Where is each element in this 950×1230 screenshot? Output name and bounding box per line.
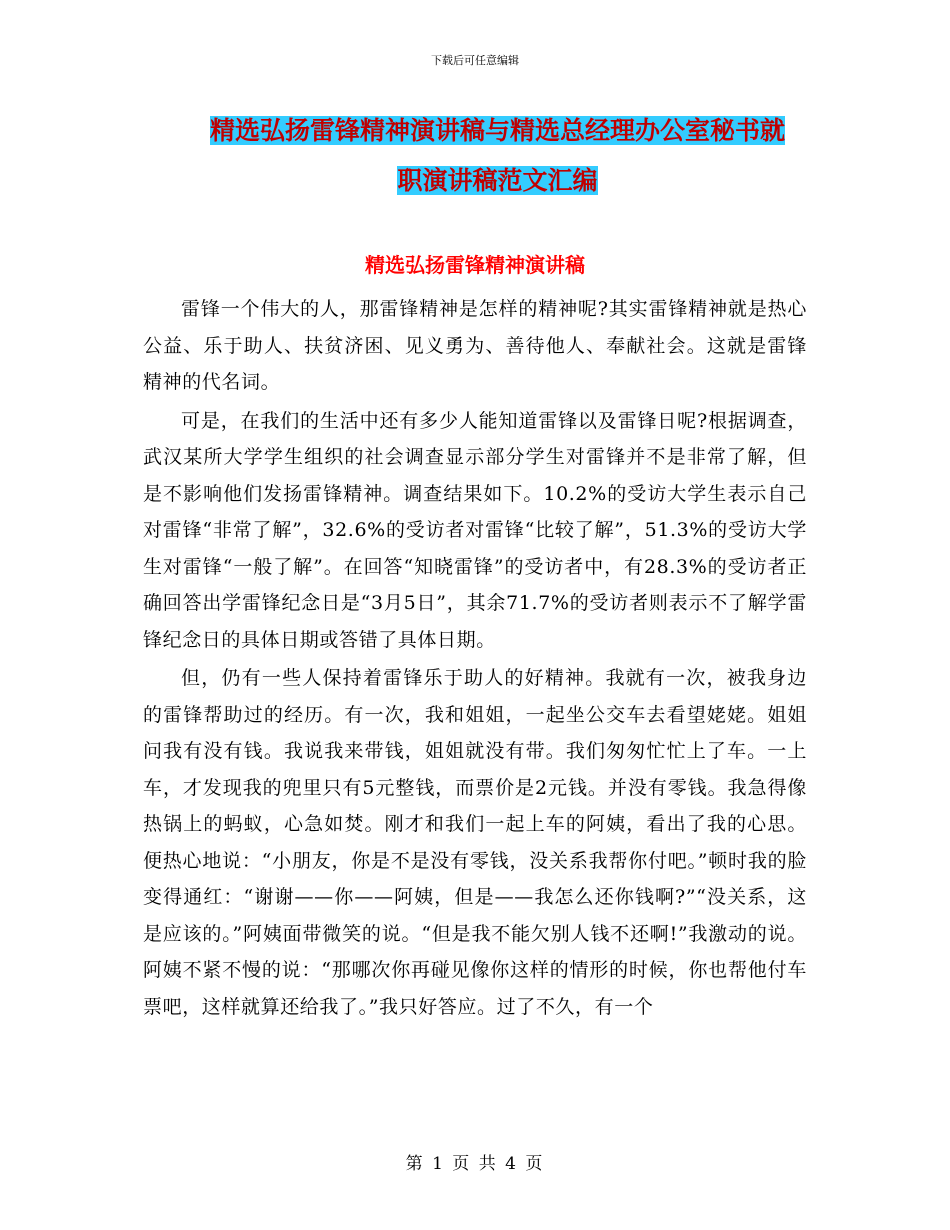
- section-title: 精选弘扬雷锋精神演讲稿: [365, 253, 585, 277]
- body-paragraph: 雷锋一个伟大的人，那雷锋精神是怎样的精神呢?其实雷锋精神就是热心公益、乐于助人、扶贫济困、见义勇为、善待他人、奉献社会。这就是雷锋精神的代名词。: [143, 298, 807, 393]
- page-footer: 第 1 页 共 4 页: [405, 1154, 545, 1174]
- document-title-line-1: 精选弘扬雷锋精神演讲稿与精选总经理办公室秘书就: [209, 116, 785, 145]
- document-title: [190, 106, 805, 206]
- body-paragraph: 但，仍有一些人保持着雷锋乐于助人的好精神。我就有一次，被我身边的雷锋帮助过的经历。有一次，我和姐姐，一起坐公交车去看望姥姥。姐姐问我有没有钱。我说我来带钱，姐姐就没有带。我们匆匆忙忙上了车。一上车，才发现我的兜里只有5元整钱，而票价是2元钱。并没有零钱。我急得像热锅上的蚂蚁，心急如焚。刚才和我们一起上车的阿姨，看出了我的心思。便热心地说：“小朋友，你是不是没有零钱，没关系我帮你付吧。”顿时我的脸变得通红：“谢谢——你——阿姨，但是——我怎么还你钱啊?”“没关系，这是应该的。”阿姨面带微笑的说。“但是我不能欠别人钱不还啊!”我激动的说。阿姨不紧不慢的说：“那哪次你再碰见像你这样的情形的时候，你也帮他付车票吧，这样就算还给我了。”我只好答应。过了不久，有一个: [143, 667, 807, 1018]
- document-body: [143, 291, 807, 1027]
- body-paragraph: 可是，在我们的生活中还有多少人能知道雷锋以及雷锋日呢?根据调查，武汉某所大学学生组织的社会调查显示部分学生对雷锋并不是非常了解，但是不影响他们发扬雷锋精神。调查结果如下。10.2%的受访大学生表示自己对雷锋“非常了解”，32.6%的受访者对雷锋“比较了解”，51.3%的受访大学生对雷锋“一般了解”。在回答“知晓雷锋”的受访者中，有28.3%的受访者正确回答出学雷锋纪念日是“3月5日”，其余71.7%的受访者则表示不了解学雷锋纪念日的具体日期或答错了具体日期。: [143, 409, 807, 651]
- page-header: 下载后可任意编辑: [431, 54, 519, 67]
- document-title-line-2: 职演讲稿范文汇编: [397, 166, 598, 195]
